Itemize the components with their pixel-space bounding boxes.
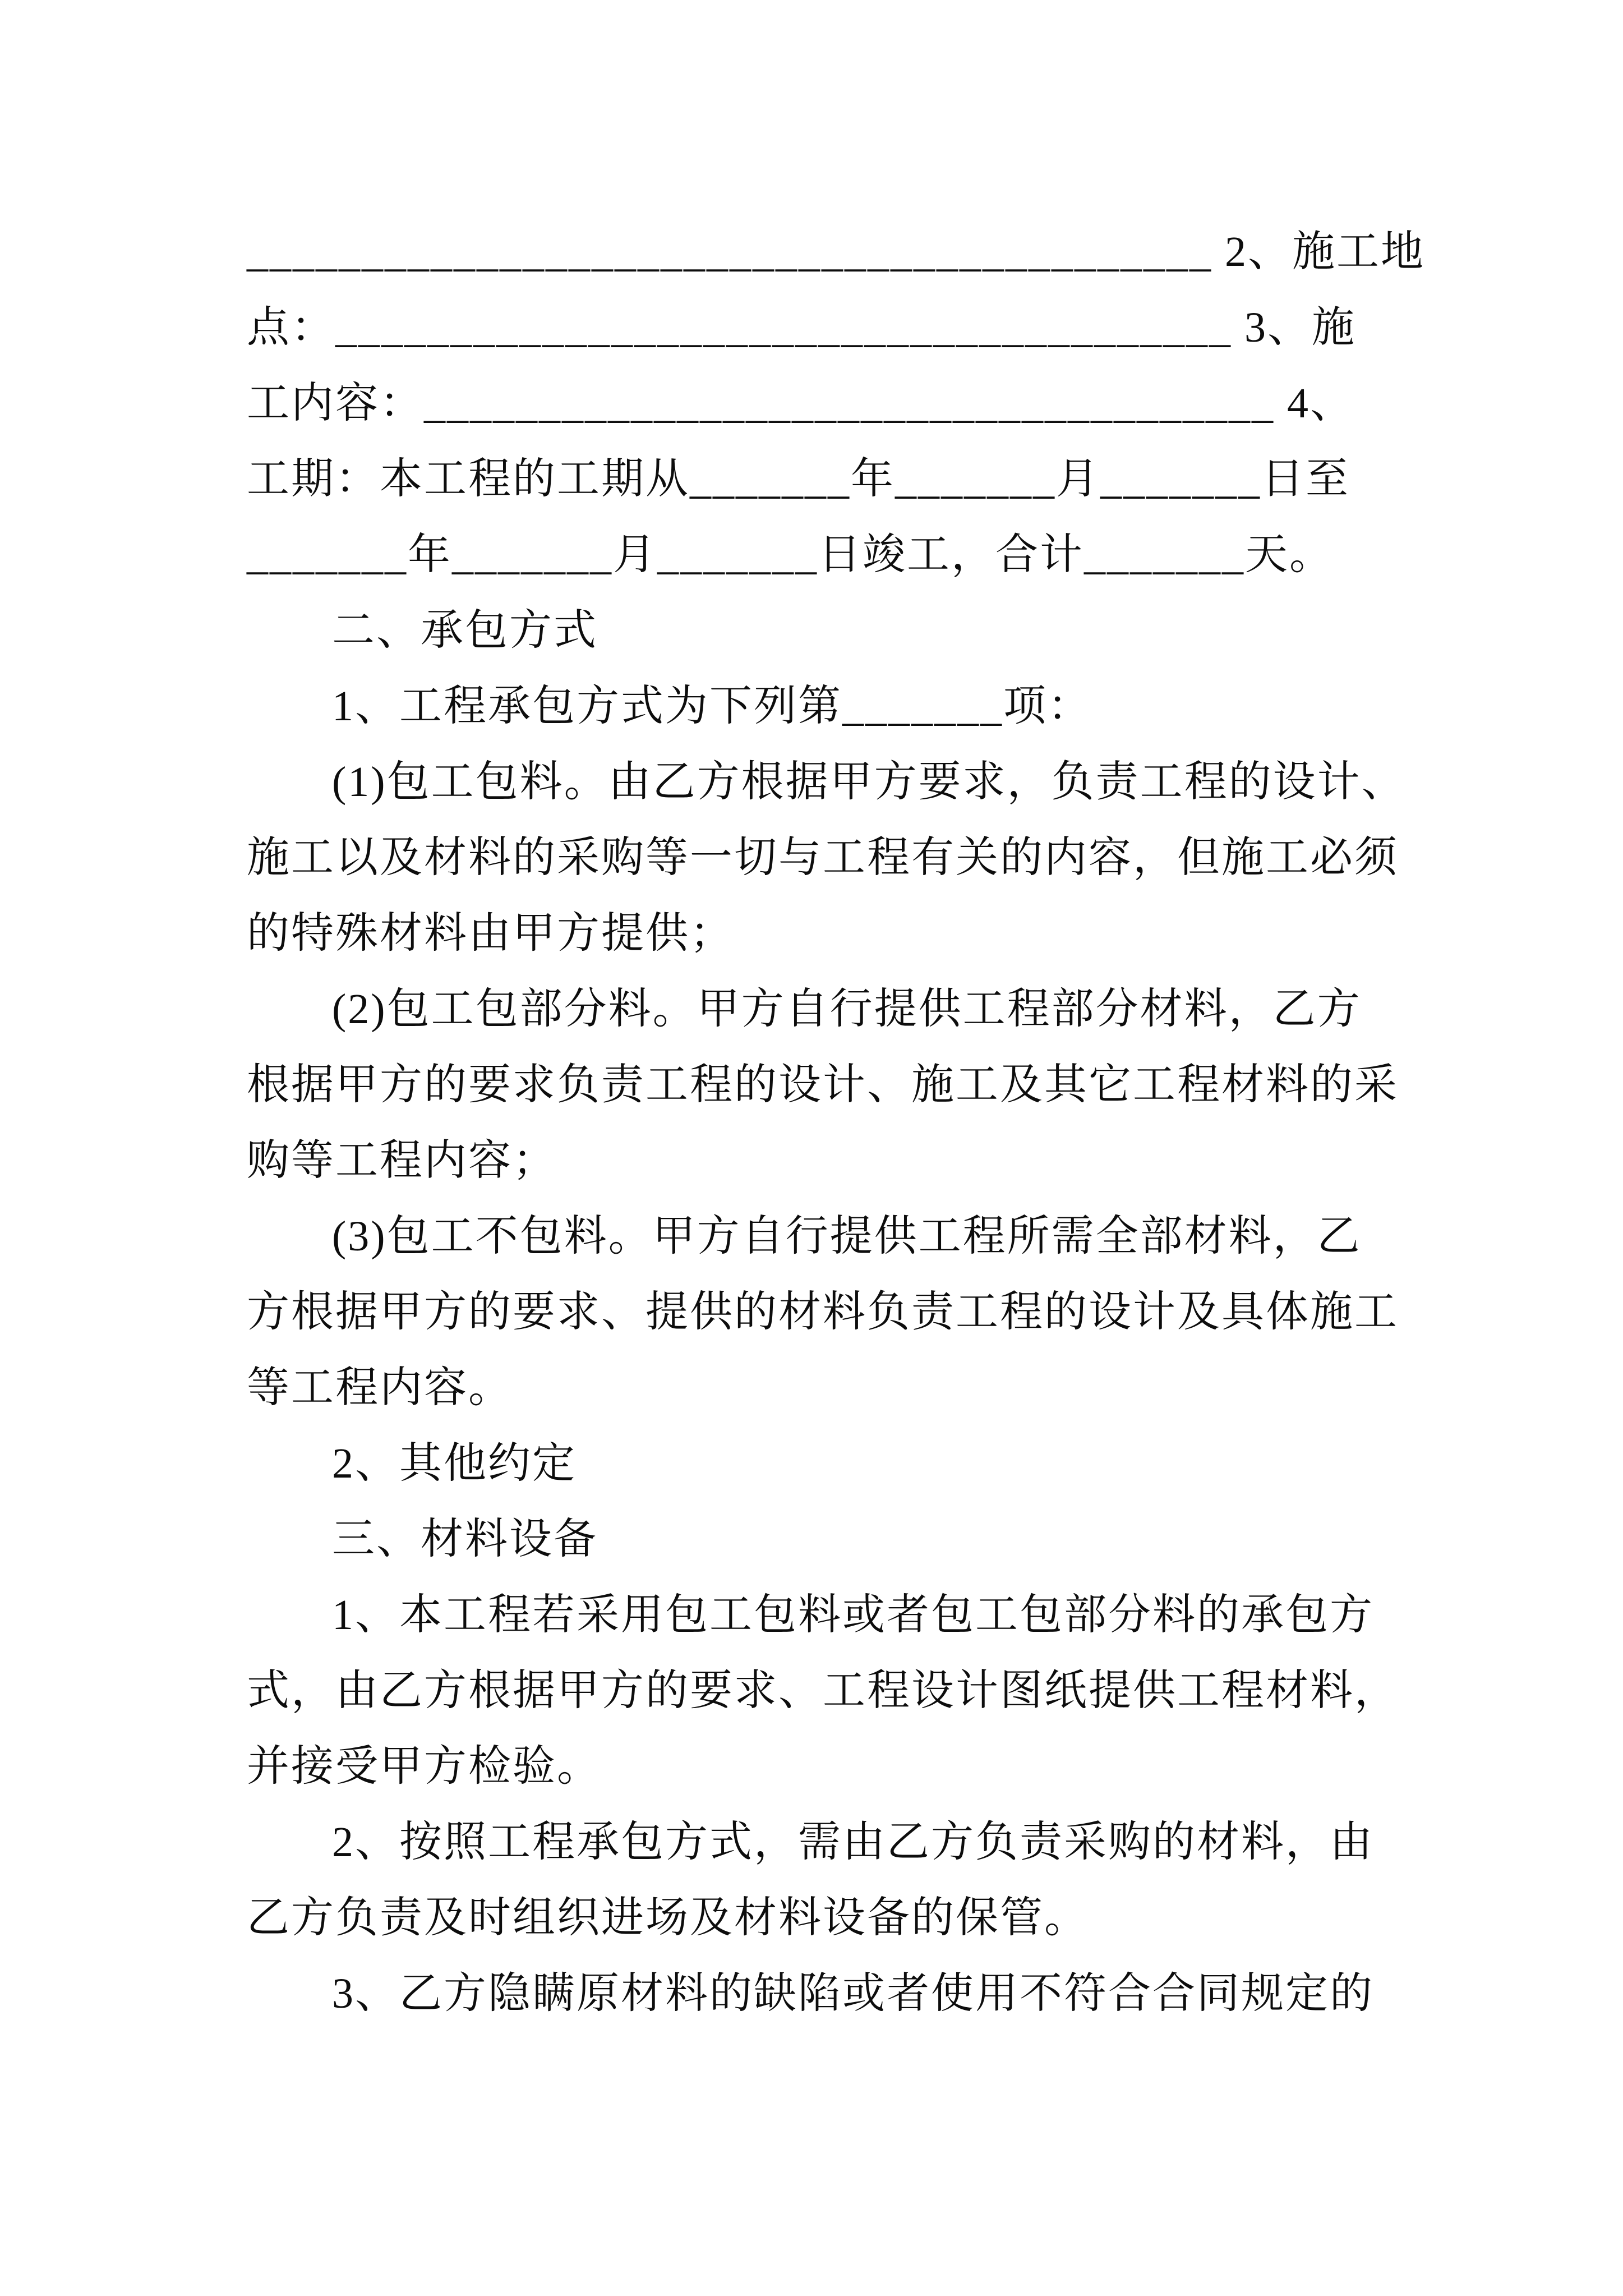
document-heading-contracting-method: 二、承包方式 [332,607,598,654]
document-line: 3、乙方隐瞒原材料的缺陷或者使用不符合合同规定的 [332,1970,1374,2017]
document-line: (2)包工包部分料。甲方自行提供工程部分材料，乙方 [332,986,1362,1033]
document-line: 根据甲方的要求负责工程的设计、施工及其它工程材料的采 [247,1061,1399,1108]
document-line: 方根据甲方的要求、提供的材料负责工程的设计及具体施工 [247,1289,1399,1336]
document-line: 的特殊材料由甲方提供； [247,910,734,957]
document-line: 并接受甲方检验。 [247,1743,601,1790]
document-line: 点：_______________________________________ 3、施 [247,304,1356,351]
document-line: 工内容：_____________________________________ 4、 [247,380,1354,427]
document-line: 施工以及材料的采购等一切与工程有关的内容，但施工必须 [247,834,1399,881]
document-line: 1、工程承包方式为下列第_______项： [332,683,1092,730]
document-line: (1)包工包料。由乙方根据甲方要求，负责工程的设计、 [332,758,1406,806]
document-line: 工期：本工程的工期从_______年_______月_______日至 [247,455,1350,503]
document-line: 购等工程内容； [247,1137,557,1184]
document-line: 式，由乙方根据甲方的要求、工程设计图纸提供工程材料， [247,1667,1399,1714]
document-line: 乙方负责及时组织进场及材料设备的保管。 [247,1894,1089,1941]
document-line: 2、按照工程承包方式，需由乙方负责采购的材料，由 [332,1819,1374,1866]
document-heading-materials-equipment: 三、材料设备 [332,1516,598,1563]
document-line: 等工程内容。 [247,1364,513,1411]
document-line: _______年_______月_______日竣工，合计_______天。 [247,531,1334,578]
document-line: 1、本工程若采用包工包料或者包工包部分料的承包方 [332,1591,1374,1639]
document-line: (3)包工不包料。甲方自行提供工程所需全部材料，乙 [332,1213,1362,1260]
document-line: __________________________________________ 2、施工地 [247,228,1425,275]
document-line: 2、其他约定 [332,1440,577,1487]
